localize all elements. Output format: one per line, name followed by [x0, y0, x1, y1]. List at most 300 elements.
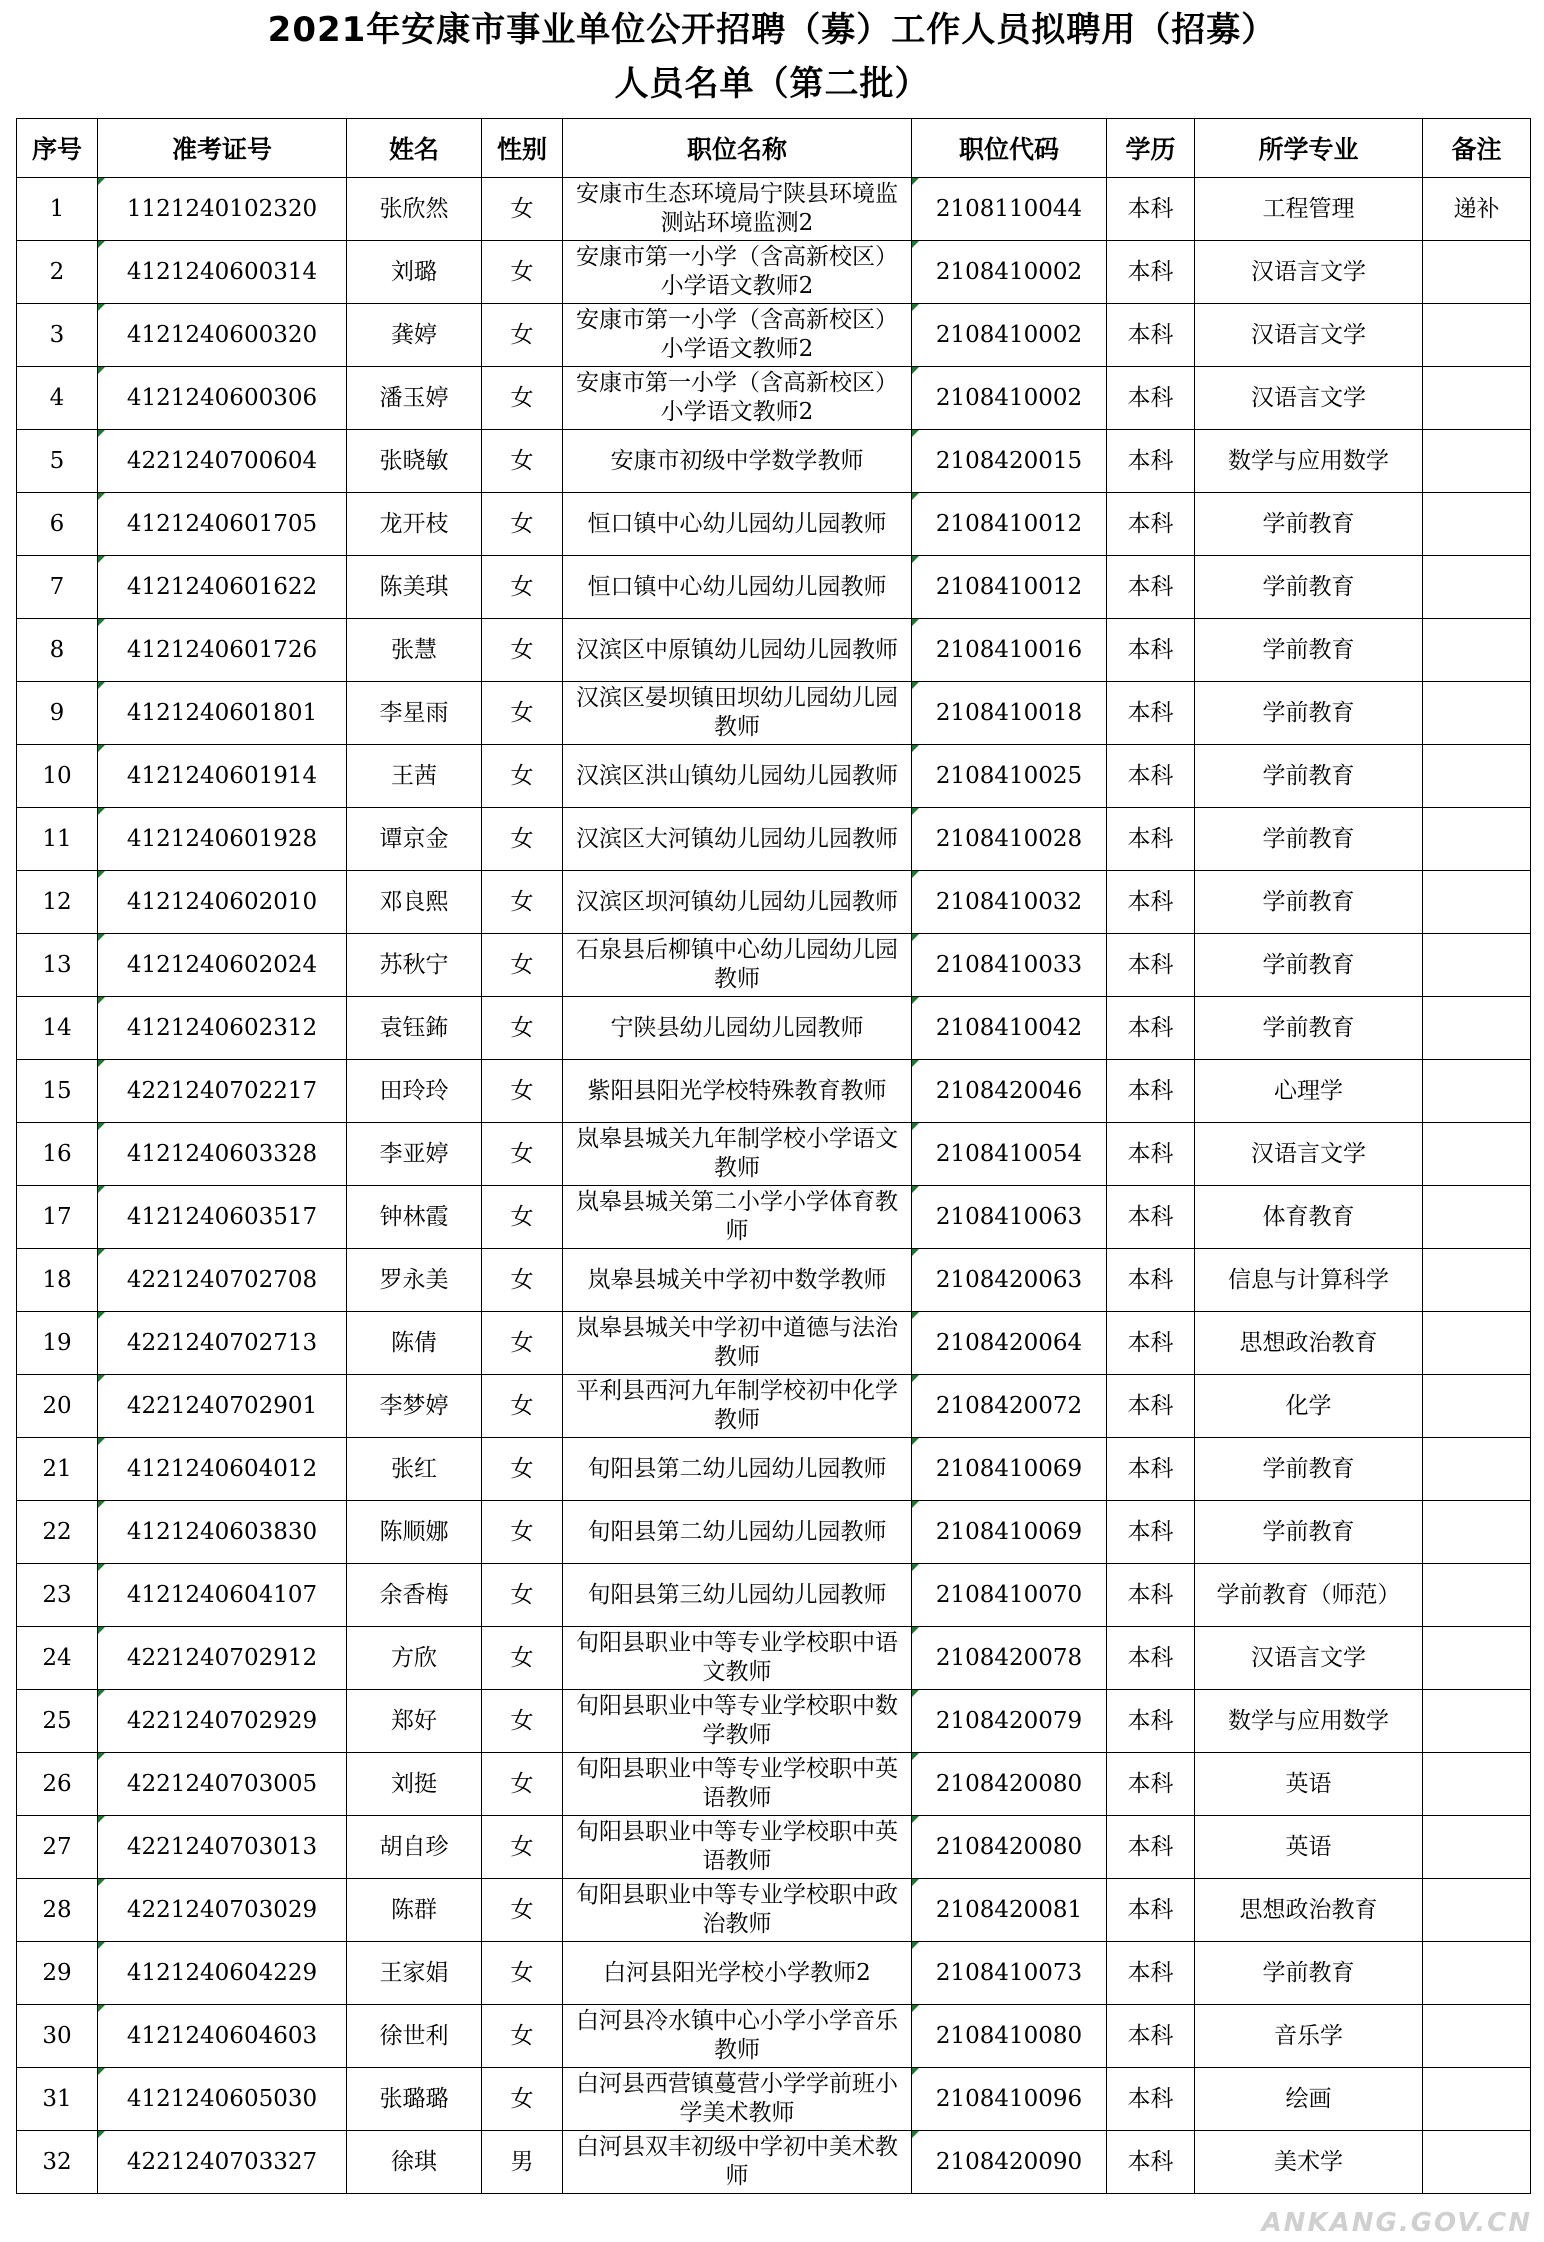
cell-index: 6: [17, 493, 98, 556]
cell-index: 15: [17, 1060, 98, 1123]
cell-position: 石泉县后柳镇中心幼儿园幼儿园教师: [563, 934, 912, 997]
table-row: [17, 430, 1531, 493]
cell-remark: [1423, 745, 1531, 808]
header-exam-id: 准考证号: [98, 119, 347, 178]
table-row: [17, 367, 1531, 430]
cell-education: 本科: [1107, 871, 1195, 934]
cell-gender: 女: [482, 367, 563, 430]
header-education: 学历: [1107, 119, 1195, 178]
cell-index: 18: [17, 1249, 98, 1312]
cell-gender: 女: [482, 556, 563, 619]
cell-index: 9: [17, 682, 98, 745]
cell-index: 8: [17, 619, 98, 682]
cell-exam-id: 4121240603830: [98, 1501, 347, 1564]
table-row: [17, 493, 1531, 556]
cell-index: 21: [17, 1438, 98, 1501]
cell-exam-id: 4121240602312: [98, 997, 347, 1060]
table-row: [17, 1942, 1531, 2005]
cell-index: 10: [17, 745, 98, 808]
cell-education: 本科: [1107, 1123, 1195, 1186]
cell-major: 思想政治教育: [1195, 1312, 1423, 1375]
cell-education: 本科: [1107, 1564, 1195, 1627]
table-row: [17, 1690, 1531, 1753]
cell-index: 24: [17, 1627, 98, 1690]
cell-position: 旬阳县职业中等专业学校职中英语教师: [563, 1753, 912, 1816]
table-row: [17, 1816, 1531, 1879]
cell-position: 汉滨区中原镇幼儿园幼儿园教师: [563, 619, 912, 682]
cell-position: 汉滨区大河镇幼儿园幼儿园教师: [563, 808, 912, 871]
cell-index: 19: [17, 1312, 98, 1375]
cell-position: 平利县西河九年制学校初中化学教师: [563, 1375, 912, 1438]
table-row: [17, 304, 1531, 367]
cell-position: 白河县西营镇蔓营小学学前班小学美术教师: [563, 2068, 912, 2131]
cell-education: 本科: [1107, 1879, 1195, 1942]
table-row: [17, 1375, 1531, 1438]
cell-gender: 女: [482, 745, 563, 808]
cell-major: 音乐学: [1195, 2005, 1423, 2068]
cell-major: 学前教育: [1195, 493, 1423, 556]
cell-exam-id: 4221240703029: [98, 1879, 347, 1942]
cell-gender: 女: [482, 493, 563, 556]
cell-major: 学前教育: [1195, 808, 1423, 871]
cell-position: 旬阳县第二幼儿园幼儿园教师: [563, 1501, 912, 1564]
cell-exam-id: 4121240600320: [98, 304, 347, 367]
header-remark: 备注: [1423, 119, 1531, 178]
cell-major: 学前教育: [1195, 1438, 1423, 1501]
cell-remark: [1423, 1816, 1531, 1879]
cell-major: 学前教育: [1195, 997, 1423, 1060]
cell-position: 岚皋县城关中学初中道德与法治教师: [563, 1312, 912, 1375]
cell-index: 1: [17, 178, 98, 241]
cell-position: 岚皋县城关中学初中数学教师: [563, 1249, 912, 1312]
cell-gender: 女: [482, 1690, 563, 1753]
cell-index: 25: [17, 1690, 98, 1753]
cell-exam-id: 4121240602024: [98, 934, 347, 997]
cell-gender: 女: [482, 997, 563, 1060]
table-row: [17, 997, 1531, 1060]
cell-position-code: 2108410012: [912, 493, 1107, 556]
cell-exam-id: 4221240702708: [98, 1249, 347, 1312]
cell-name: 罗永美: [347, 1249, 482, 1312]
roster-table: [16, 118, 1531, 2194]
cell-exam-id: 4221240700604: [98, 430, 347, 493]
cell-education: 本科: [1107, 934, 1195, 997]
cell-gender: 女: [482, 871, 563, 934]
cell-index: 22: [17, 1501, 98, 1564]
cell-index: 11: [17, 808, 98, 871]
cell-remark: [1423, 1312, 1531, 1375]
cell-education: 本科: [1107, 367, 1195, 430]
cell-major: 学前教育: [1195, 1942, 1423, 2005]
cell-name: 张欣然: [347, 178, 482, 241]
cell-position: 汉滨区坝河镇幼儿园幼儿园教师: [563, 871, 912, 934]
cell-position-code: 2108410069: [912, 1438, 1107, 1501]
cell-position: 恒口镇中心幼儿园幼儿园教师: [563, 556, 912, 619]
cell-name: 陈美琪: [347, 556, 482, 619]
cell-position: 恒口镇中心幼儿园幼儿园教师: [563, 493, 912, 556]
cell-name: 徐世利: [347, 2005, 482, 2068]
cell-exam-id: 4121240604012: [98, 1438, 347, 1501]
cell-gender: 女: [482, 1942, 563, 2005]
cell-education: 本科: [1107, 2005, 1195, 2068]
cell-major: 学前教育: [1195, 619, 1423, 682]
cell-position-code: 2108410016: [912, 619, 1107, 682]
cell-gender: 女: [482, 1879, 563, 1942]
cell-education: 本科: [1107, 1312, 1195, 1375]
cell-exam-id: 4121240603517: [98, 1186, 347, 1249]
cell-exam-id: 4121240604107: [98, 1564, 347, 1627]
cell-position-code: 2108420078: [912, 1627, 1107, 1690]
table-row: [17, 1627, 1531, 1690]
title-line-1: 2021年安康市事业单位公开招聘（募）工作人员拟聘用（招募）: [267, 10, 1277, 50]
cell-position-code: 2108410070: [912, 1564, 1107, 1627]
cell-position: 白河县冷水镇中心小学小学音乐教师: [563, 2005, 912, 2068]
cell-index: 12: [17, 871, 98, 934]
cell-major: 学前教育: [1195, 556, 1423, 619]
cell-education: 本科: [1107, 2068, 1195, 2131]
cell-remark: [1423, 682, 1531, 745]
cell-position-code: 2108420046: [912, 1060, 1107, 1123]
cell-major: 学前教育: [1195, 871, 1423, 934]
cell-name: 张璐璐: [347, 2068, 482, 2131]
cell-major: 美术学: [1195, 2131, 1423, 2194]
table-row: [17, 1753, 1531, 1816]
cell-remark: [1423, 367, 1531, 430]
cell-major: 学前教育: [1195, 934, 1423, 997]
cell-education: 本科: [1107, 2131, 1195, 2194]
cell-gender: 女: [482, 1123, 563, 1186]
cell-name: 徐琪: [347, 2131, 482, 2194]
cell-remark: [1423, 1060, 1531, 1123]
cell-education: 本科: [1107, 1186, 1195, 1249]
cell-position: 安康市初级中学数学教师: [563, 430, 912, 493]
table-row: [17, 682, 1531, 745]
cell-remark: [1423, 871, 1531, 934]
cell-position-code: 2108420072: [912, 1375, 1107, 1438]
cell-gender: 男: [482, 2131, 563, 2194]
cell-position-code: 2108420081: [912, 1879, 1107, 1942]
cell-name: 王茜: [347, 745, 482, 808]
cell-remark: [1423, 1879, 1531, 1942]
cell-exam-id: 4221240702901: [98, 1375, 347, 1438]
table-row: [17, 1879, 1531, 1942]
table-row: [17, 1249, 1531, 1312]
cell-exam-id: 4221240702713: [98, 1312, 347, 1375]
cell-name: 刘璐: [347, 241, 482, 304]
cell-gender: 女: [482, 1312, 563, 1375]
cell-remark: [1423, 2068, 1531, 2131]
cell-remark: [1423, 1564, 1531, 1627]
cell-position: 安康市第一小学（含高新校区）小学语文教师2: [563, 241, 912, 304]
table-row: [17, 178, 1531, 241]
cell-index: 13: [17, 934, 98, 997]
cell-exam-id: 4121240601726: [98, 619, 347, 682]
table-row: [17, 241, 1531, 304]
cell-gender: 女: [482, 1501, 563, 1564]
cell-gender: 女: [482, 1375, 563, 1438]
table-row: [17, 745, 1531, 808]
cell-exam-id: 4221240703327: [98, 2131, 347, 2194]
cell-gender: 女: [482, 682, 563, 745]
watermark: ANKANG.GOV.CN: [1261, 2208, 1532, 2238]
cell-gender: 女: [482, 2005, 563, 2068]
cell-remark: [1423, 1627, 1531, 1690]
cell-gender: 女: [482, 1438, 563, 1501]
cell-position-code: 2108410063: [912, 1186, 1107, 1249]
cell-position: 宁陕县幼儿园幼儿园教师: [563, 997, 912, 1060]
cell-gender: 女: [482, 1564, 563, 1627]
cell-name: 王家娟: [347, 1942, 482, 2005]
cell-position-code: 2108410096: [912, 2068, 1107, 2131]
cell-name: 袁钰鈽: [347, 997, 482, 1060]
cell-education: 本科: [1107, 1816, 1195, 1879]
cell-position-code: 2108410054: [912, 1123, 1107, 1186]
cell-index: 3: [17, 304, 98, 367]
table-header-row: [17, 119, 1531, 178]
cell-exam-id: 4121240601622: [98, 556, 347, 619]
cell-index: 20: [17, 1375, 98, 1438]
cell-position-code: 2108410012: [912, 556, 1107, 619]
cell-education: 本科: [1107, 1690, 1195, 1753]
cell-position-code: 2108410018: [912, 682, 1107, 745]
table-row: [17, 2131, 1531, 2194]
cell-gender: 女: [482, 1060, 563, 1123]
cell-position: 旬阳县第三幼儿园幼儿园教师: [563, 1564, 912, 1627]
cell-education: 本科: [1107, 745, 1195, 808]
header-index: 序号: [17, 119, 98, 178]
cell-name: 田玲玲: [347, 1060, 482, 1123]
cell-major: 学前教育: [1195, 745, 1423, 808]
cell-major: 汉语言文学: [1195, 241, 1423, 304]
cell-remark: [1423, 1375, 1531, 1438]
cell-index: 28: [17, 1879, 98, 1942]
table-row: [17, 808, 1531, 871]
cell-name: 谭京金: [347, 808, 482, 871]
cell-remark: [1423, 2131, 1531, 2194]
cell-education: 本科: [1107, 430, 1195, 493]
cell-position: 旬阳县第二幼儿园幼儿园教师: [563, 1438, 912, 1501]
cell-exam-id: 4121240604229: [98, 1942, 347, 2005]
cell-position-code: 2108410025: [912, 745, 1107, 808]
cell-remark: [1423, 1186, 1531, 1249]
cell-position-code: 2108410002: [912, 304, 1107, 367]
cell-position-code: 2108410002: [912, 367, 1107, 430]
cell-name: 李梦婷: [347, 1375, 482, 1438]
cell-remark: [1423, 808, 1531, 871]
cell-gender: 女: [482, 178, 563, 241]
cell-index: 2: [17, 241, 98, 304]
header-position-code: 职位代码: [912, 119, 1107, 178]
cell-position-code: 2108410033: [912, 934, 1107, 997]
cell-major: 汉语言文学: [1195, 367, 1423, 430]
cell-gender: 女: [482, 1249, 563, 1312]
cell-name: 陈顺娜: [347, 1501, 482, 1564]
cell-index: 17: [17, 1186, 98, 1249]
cell-position: 汉滨区洪山镇幼儿园幼儿园教师: [563, 745, 912, 808]
table-row: [17, 1438, 1531, 1501]
cell-position-code: 2108420063: [912, 1249, 1107, 1312]
cell-position: 旬阳县职业中等专业学校职中语文教师: [563, 1627, 912, 1690]
table-row: [17, 619, 1531, 682]
cell-index: 32: [17, 2131, 98, 2194]
cell-major: 体育教育: [1195, 1186, 1423, 1249]
cell-position: 紫阳县阳光学校特殊教育教师: [563, 1060, 912, 1123]
table-row: [17, 871, 1531, 934]
table-row: [17, 1312, 1531, 1375]
cell-major: 英语: [1195, 1753, 1423, 1816]
cell-exam-id: 4221240702217: [98, 1060, 347, 1123]
cell-exam-id: 1121240102320: [98, 178, 347, 241]
cell-gender: 女: [482, 619, 563, 682]
cell-remark: 递补: [1423, 178, 1531, 241]
cell-index: 4: [17, 367, 98, 430]
cell-education: 本科: [1107, 1249, 1195, 1312]
table-row: [17, 2005, 1531, 2068]
cell-index: 7: [17, 556, 98, 619]
cell-exam-id: 4121240605030: [98, 2068, 347, 2131]
cell-remark: [1423, 304, 1531, 367]
cell-education: 本科: [1107, 241, 1195, 304]
cell-name: 方欣: [347, 1627, 482, 1690]
table-row: [17, 1186, 1531, 1249]
cell-exam-id: 4121240601705: [98, 493, 347, 556]
cell-exam-id: 4121240601914: [98, 745, 347, 808]
cell-remark: [1423, 1438, 1531, 1501]
cell-gender: 女: [482, 808, 563, 871]
cell-education: 本科: [1107, 1627, 1195, 1690]
cell-position: 安康市第一小学（含高新校区）小学语文教师2: [563, 304, 912, 367]
cell-name: 龚婷: [347, 304, 482, 367]
cell-exam-id: 4121240603328: [98, 1123, 347, 1186]
cell-major: 思想政治教育: [1195, 1879, 1423, 1942]
cell-remark: [1423, 619, 1531, 682]
cell-remark: [1423, 1249, 1531, 1312]
cell-education: 本科: [1107, 1375, 1195, 1438]
cell-position-code: 2108410073: [912, 1942, 1107, 2005]
cell-remark: [1423, 1501, 1531, 1564]
cell-position-code: 2108410042: [912, 997, 1107, 1060]
cell-exam-id: 4121240601928: [98, 808, 347, 871]
cell-exam-id: 4221240703005: [98, 1753, 347, 1816]
cell-major: 数学与应用数学: [1195, 1690, 1423, 1753]
cell-position-code: 2108410032: [912, 871, 1107, 934]
cell-remark: [1423, 934, 1531, 997]
cell-name: 张晓敏: [347, 430, 482, 493]
cell-index: 5: [17, 430, 98, 493]
cell-index: 31: [17, 2068, 98, 2131]
cell-remark: [1423, 1942, 1531, 2005]
cell-education: 本科: [1107, 556, 1195, 619]
cell-gender: 女: [482, 2068, 563, 2131]
cell-gender: 女: [482, 430, 563, 493]
cell-position: 旬阳县职业中等专业学校职中数学教师: [563, 1690, 912, 1753]
cell-gender: 女: [482, 304, 563, 367]
table-row: [17, 556, 1531, 619]
cell-name: 胡自珍: [347, 1816, 482, 1879]
cell-position-code: 2108410069: [912, 1501, 1107, 1564]
cell-exam-id: 4121240600306: [98, 367, 347, 430]
cell-position: 汉滨区晏坝镇田坝幼儿园幼儿园教师: [563, 682, 912, 745]
cell-name: 陈群: [347, 1879, 482, 1942]
cell-position-code: 2108420079: [912, 1690, 1107, 1753]
cell-index: 27: [17, 1816, 98, 1879]
cell-exam-id: 4221240702912: [98, 1627, 347, 1690]
cell-remark: [1423, 430, 1531, 493]
cell-education: 本科: [1107, 997, 1195, 1060]
cell-education: 本科: [1107, 1942, 1195, 2005]
cell-name: 邓良熙: [347, 871, 482, 934]
cell-index: 14: [17, 997, 98, 1060]
cell-position-code: 2108110044: [912, 178, 1107, 241]
cell-name: 苏秋宁: [347, 934, 482, 997]
cell-major: 学前教育（师范）: [1195, 1564, 1423, 1627]
cell-major: 学前教育: [1195, 1501, 1423, 1564]
cell-exam-id: 4121240604603: [98, 2005, 347, 2068]
cell-index: 16: [17, 1123, 98, 1186]
cell-exam-id: 4121240600314: [98, 241, 347, 304]
cell-major: 心理学: [1195, 1060, 1423, 1123]
cell-position: 旬阳县职业中等专业学校职中政治教师: [563, 1879, 912, 1942]
cell-index: 26: [17, 1753, 98, 1816]
cell-name: 张红: [347, 1438, 482, 1501]
cell-position: 安康市第一小学（含高新校区）小学语文教师2: [563, 367, 912, 430]
cell-education: 本科: [1107, 1060, 1195, 1123]
cell-position: 安康市生态环境局宁陕县环境监测站环境监测2: [563, 178, 912, 241]
table-body: [17, 178, 1531, 2194]
cell-name: 刘挺: [347, 1753, 482, 1816]
cell-position-code: 2108410028: [912, 808, 1107, 871]
cell-index: 29: [17, 1942, 98, 2005]
cell-remark: [1423, 2005, 1531, 2068]
cell-education: 本科: [1107, 682, 1195, 745]
cell-position: 岚皋县城关第二小学小学体育教师: [563, 1186, 912, 1249]
cell-remark: [1423, 1753, 1531, 1816]
cell-remark: [1423, 997, 1531, 1060]
cell-position: 岚皋县城关九年制学校小学语文教师: [563, 1123, 912, 1186]
cell-name: 余香梅: [347, 1564, 482, 1627]
table-row: [17, 2068, 1531, 2131]
cell-name: 郑好: [347, 1690, 482, 1753]
table-row: [17, 1123, 1531, 1186]
cell-position-code: 2108420064: [912, 1312, 1107, 1375]
header-gender: 性别: [482, 119, 563, 178]
cell-name: 陈倩: [347, 1312, 482, 1375]
table-row: [17, 1564, 1531, 1627]
header-position: 职位名称: [563, 119, 912, 178]
cell-education: 本科: [1107, 493, 1195, 556]
cell-remark: [1423, 241, 1531, 304]
table-row: [17, 1501, 1531, 1564]
cell-gender: 女: [482, 1186, 563, 1249]
cell-remark: [1423, 1123, 1531, 1186]
cell-name: 李星雨: [347, 682, 482, 745]
table-row: [17, 934, 1531, 997]
cell-major: 数学与应用数学: [1195, 430, 1423, 493]
cell-position-code: 2108420090: [912, 2131, 1107, 2194]
cell-position-code: 2108420080: [912, 1816, 1107, 1879]
cell-name: 李亚婷: [347, 1123, 482, 1186]
title-line-2: 人员名单（第二批）: [614, 64, 930, 104]
cell-position: 白河县双丰初级中学初中美术教师: [563, 2131, 912, 2194]
cell-position-code: 2108410002: [912, 241, 1107, 304]
cell-name: 张慧: [347, 619, 482, 682]
cell-name: 钟林霞: [347, 1186, 482, 1249]
cell-position: 白河县阳光学校小学教师2: [563, 1942, 912, 2005]
cell-education: 本科: [1107, 304, 1195, 367]
cell-major: 汉语言文学: [1195, 304, 1423, 367]
cell-exam-id: 4221240703013: [98, 1816, 347, 1879]
cell-gender: 女: [482, 1753, 563, 1816]
